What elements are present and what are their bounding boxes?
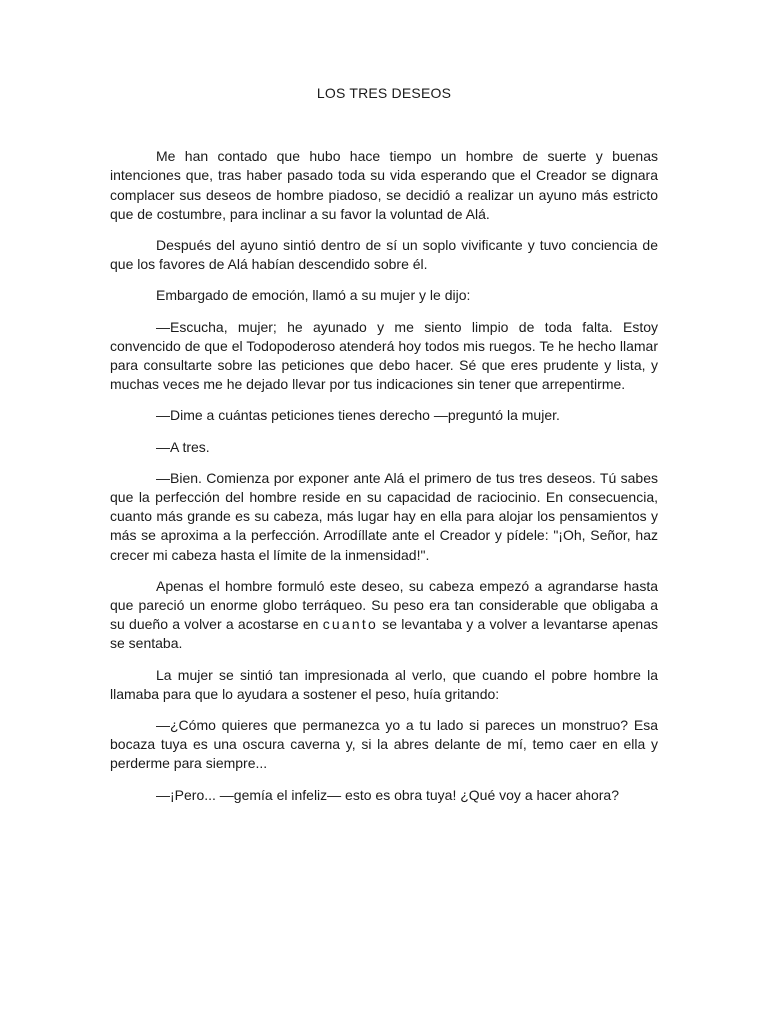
paragraph: Después del ayuno sintió dentro de sí un soplo vivificante y tuvo conciencia de que los favores de Alá habían descendido sobre él. [110,237,658,273]
paragraph: La mujer se sintió tan impresionada al verlo, que cuando el pobre hombre la llamaba para que lo ayudara a sostener el peso, huía gritando: [110,666,658,702]
paragraph: Embargado de emoción, llamó a su mujer y le dijo: [156,287,471,304]
paragraph-text: Apenas el hombre formuló este deseo, su cabeza empezó a agrandarse hasta que pareció un enorme globo terráqueo. Su peso era tan considerable que obligaba a su dueño a volver a acostarse en [110,577,658,633]
document-page [110,84,658,817]
document-title: LOS TRES DESEOS [316,85,452,101]
paragraph-text: se levantaba y a volver a levantarse apenas se sentaba. [110,616,658,652]
paragraph: —A tres. [156,438,210,455]
paragraph: —Bien. Comienza por exponer ante Alá el primero de tus tres deseos. Tú sabes que la perfección del hombre reside en su capacidad de raciocinio. En consecuencia, cuanto más grande es su cabeza, más lugar hay en ella para alojar los pensamientos y más se aproxima a la perfección. Arrodíllate ante el Creador y pídele: "¡Oh, Señor, haz crecer mi cabeza hasta el límite de la inmensidad!". [110,469,658,563]
paragraph: —Escucha, mujer; he ayunado y me siento limpio de toda falta. Estoy convencido de que el Todopoderoso atenderá hoy todos mis ruegos. Te he hecho llamar para consultarte sobre las peticiones que debo hacer. Sé que eres prudente y lista, y muchas veces me he dejado llevar por tus indicaciones sin tener que arrepentirme. [110,318,658,393]
paragraph: —Dime a cuántas peticiones tienes derecho —preguntó la mujer. [156,407,560,424]
paragraph: Me han contado que hubo hace tiempo un hombre de suerte y buenas intenciones que, tras haber pasado toda su vida esperando que el Creador se dignara complacer sus deseos de hombre piadoso, se decidió a realizar un ayuno más estricto que de costumbre, para inclinar a su favor la voluntad de Alá. [110,148,658,222]
spaced-word: cuanto [322,616,378,633]
paragraph: —¿Cómo quieres que permanezca yo a tu lado si pareces un monstruo? Esa bocaza tuya es una oscura caverna y, si la abres delante de mí, temo caer en ella y perderme para siempre... [110,717,658,772]
paragraph [110,577,658,654]
paragraph: —¡Pero... —gemía el infeliz— esto es obra tuya! ¿Qué voy a hacer ahora? [156,786,619,803]
